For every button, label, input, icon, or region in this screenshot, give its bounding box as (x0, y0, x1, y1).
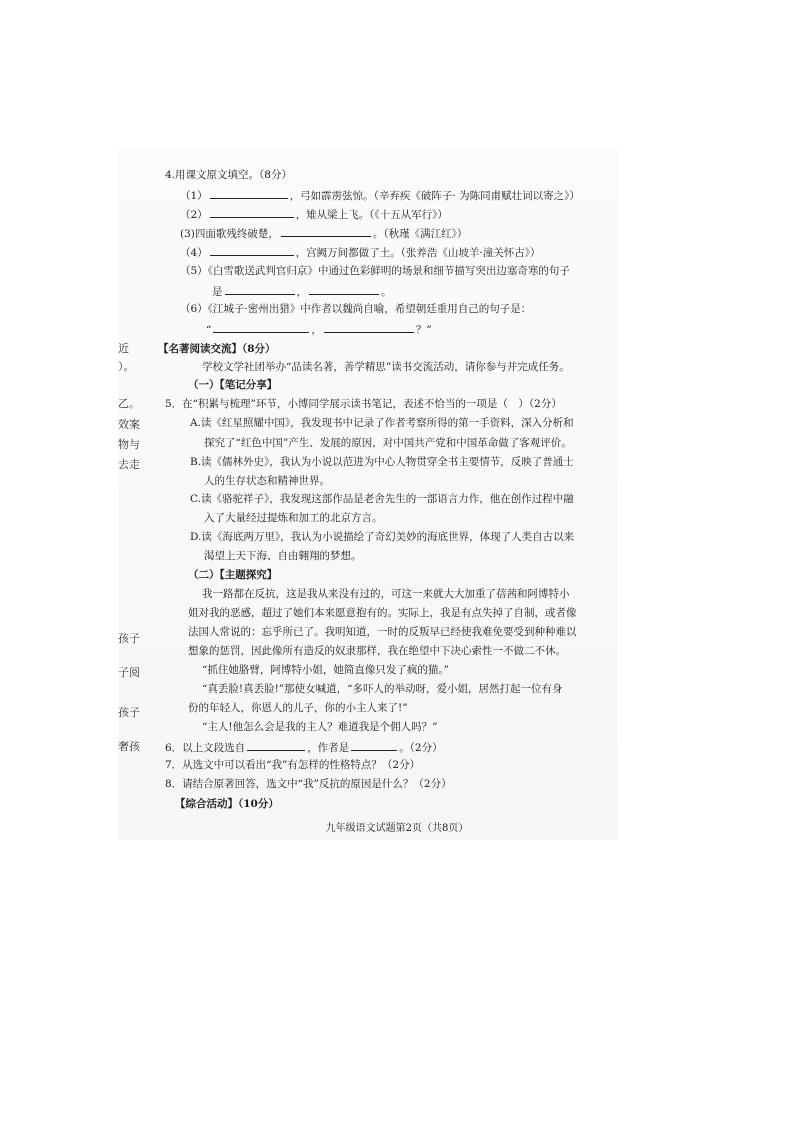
margin-fragment: 乙。 (118, 397, 140, 410)
option-c-cont: 入了大量经过提炼和加工的北京方言。 (204, 512, 383, 524)
passage-line: 份的年轻人，你恩人的儿子，你的小主人来了!” (188, 702, 408, 714)
margin-fragment: 效案 (118, 418, 140, 431)
option-b-cont: 人的生存状态和精神世界。 (204, 475, 330, 487)
q4-item-5: （5）《白雪歌送武判官归京》中通过色彩鲜明的场景和细节描写突出边塞奇寒的句子 (180, 265, 570, 277)
question-8: 8．请结合原著回答，选文中“我”反抗的原因是什么？（2分） (165, 778, 452, 790)
q4-item-3: (3)四面歌残终破楚， 。（秋瑾《满江红》） (180, 225, 467, 241)
page-footer: 九年级语文试题第2页（共8页） (325, 823, 469, 834)
answer-blank[interactable] (324, 321, 414, 333)
answer-blank[interactable] (225, 283, 295, 295)
answer-blank[interactable] (309, 283, 379, 295)
option-d[interactable]: D.读《海底两万里》，我认为小说描绘了奇幻美妙的海底世界，体现了人类自古以来 (190, 531, 575, 543)
margin-fragment: 奢孩 (118, 740, 140, 753)
q4-item-6: （6）《江城子·密州出猎》中作者以魏尚自喻，希望朝廷重用自己的句子是： (180, 303, 532, 315)
q4-item-5-blanks: 是 ， 。 (212, 283, 392, 299)
margin-fragment: 近 (118, 342, 129, 355)
question-7: 7．从选文中可以看出“我”有怎样的性格特点？（2分） (165, 759, 421, 771)
passage-line: 我一路都在反抗，这是我从来没有过的，可这一来就大大加重了蓓茜和阿博特小 (202, 588, 570, 600)
section-header-reading: 【名著阅读交流】（8分） (158, 343, 276, 355)
option-d-cont: 渴望上天下海、自由翱翔的梦想。 (204, 550, 362, 562)
answer-blank[interactable] (213, 321, 309, 333)
answer-blank[interactable] (210, 244, 294, 256)
answer-blank[interactable] (247, 739, 305, 751)
answer-blank[interactable] (351, 739, 397, 751)
part-1-title: （一）【笔记分享】 (188, 379, 278, 391)
margin-fragment: 孩子 (118, 706, 140, 719)
answer-blank[interactable] (210, 187, 288, 199)
passage-line: “抓住她胳臂，阿博特小姐，她简直像只发了疯的猫。” (202, 664, 449, 676)
q4-item-1: （1） ，弓如霹雳弦惊。（辛弃疾《破阵子· 为陈同甫赋壮词以寄之》） (180, 187, 580, 203)
answer-blank[interactable] (210, 206, 294, 218)
question-5: 5．在“积累与梳理”环节，小博同学展示读书笔记，表述不恰当的一项是（ ）（2分） (165, 398, 562, 410)
section-header-activity: 【综合活动】（10分） (175, 798, 279, 810)
margin-fragment: 子阅 (118, 666, 140, 679)
q4-item-6-blanks: “ ， ？” (206, 321, 432, 337)
answer-blank[interactable] (281, 225, 371, 237)
option-c[interactable]: C.读《骆驼祥子》，我发现这部作品是老舍先生的一部语言力作，他在创作过程中融 (190, 493, 574, 505)
part-2-title: （二）【主题探究】 (188, 569, 278, 581)
q4-item-4: （4） ，宫阙万间都做了土。（张养浩《山坡羊·潼关怀古》） (180, 244, 541, 260)
passage-line: 想象的惩罚，因此像所有造反的奴隶那样，我在绝望中下决心索性一不做二不休。 (188, 645, 566, 657)
question-4-title: 4.用课文原文填空。（8分） (165, 169, 292, 181)
margin-fragment: 物与 (118, 438, 140, 451)
passage-line: “主人!他怎么会是我的主人？难道我是个佣人吗？” (202, 721, 438, 733)
reading-intro: 学校文学社团举办“品读名著，善学精思”读书交流活动，请你参与并完成任务。 (202, 361, 570, 373)
margin-fragment: ）。 (118, 360, 135, 373)
option-a-cont: 探究了“红色中国”产生、发展的原因，对中国共产党和中国革命做了客观评价。 (204, 437, 572, 449)
option-a[interactable]: A.读《红星照耀中国》，我发现书中记录了作者考察所得的第一手资料，深入分析和 (190, 417, 574, 429)
passage-line: “真丢脸!真丢脸!”那使女喊道，“多吓人的举动呀，爱小姐，居然打起一位有身 (202, 683, 563, 695)
margin-fragment: 去走 (118, 458, 140, 471)
passage-line: 法国人常说的：忘乎所已了。我明知道，一时的反叛早已经使我难免要受到种种难以 (188, 626, 577, 638)
q4-item-2: （2） ，雉从梁上飞。（《十五从军行》） (180, 206, 448, 222)
margin-fragment: 孩子 (118, 632, 140, 645)
question-6: 6．以上文段选自 ，作者是 。（2分） (165, 739, 443, 755)
option-b[interactable]: B.读《儒林外史》，我认为小说以范进为中心人物贯穿全书主要情节，反映了普通士 (190, 456, 574, 468)
passage-line: 姐对我的恶感，超过了她们本来愿意抱有的。实际上，我是有点失掉了自制，或者像 (188, 607, 577, 619)
